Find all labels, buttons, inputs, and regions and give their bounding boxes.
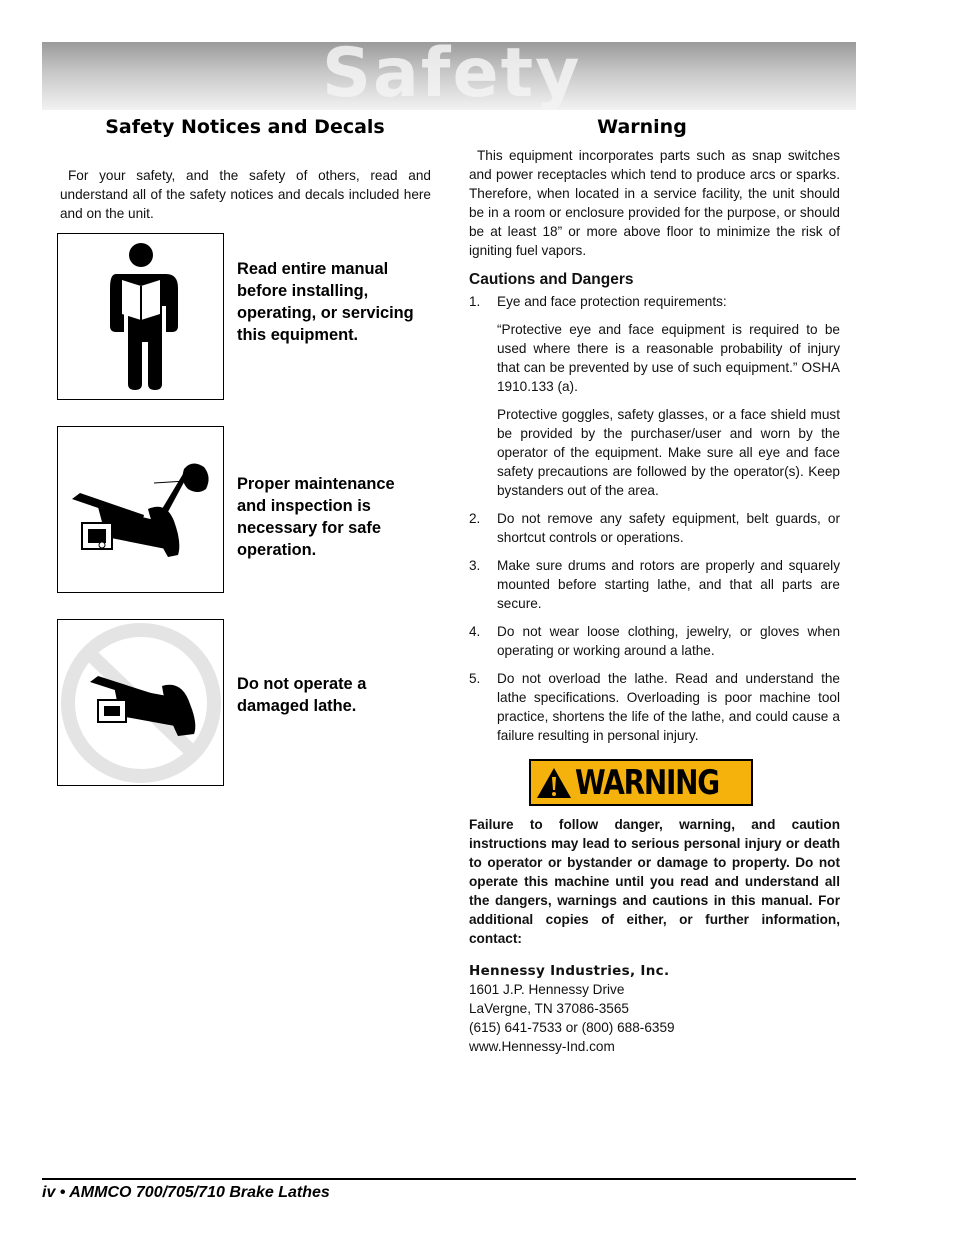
decal-maintenance	[57, 426, 224, 593]
do-not-operate-damaged-lathe-icon	[58, 620, 225, 787]
list-item: 4. Do not wear loose clothing, jewelry, or gloves when operating or working around a lathe.	[469, 624, 840, 658]
header-band	[42, 42, 856, 110]
safety-notices-intro: For your safety, and the safety of others, read and understand all of the safety notices and decals included here and on the unit.	[60, 168, 431, 221]
decal-read-manual-text: Read entire manual before installing, operating, or servicing this equipment.	[237, 260, 414, 344]
warning-sign-label: WARNING	[575, 763, 719, 803]
decal-do-not-operate	[57, 619, 224, 786]
company-phone: (615) 641-7533 or (800) 688-6359	[469, 1019, 675, 1035]
list-item-subparagraph: “Protective eye and face equipment is required to be used where there is a reasonable probability of injury that can be prevented by use of such equipment.” OSHA 1910.133 (a).	[497, 322, 840, 394]
list-item: 3. Make sure drums and rotors are properly and squarely mounted before starting lathe, and that all parts are secure.	[469, 558, 840, 611]
company-address-line2: LaVergne, TN 37086-3565	[469, 1000, 629, 1016]
company-website: www.Hennessy-Ind.com	[469, 1038, 615, 1054]
warning-intro: This equipment incorporates parts such as snap switches and power receptacles which tend to produce arcs or sparks. Therefore, when located in a service facility, the unit should be in a room or enclosure provided for the purpose, or should be at least 18” or more above floor to minimize the risk of igniting fuel vapors.	[469, 148, 840, 258]
list-item: 5. Do not overload the lathe. Read and understand the lathe specifications. Overloading is poor machine tool practice, shortens the life of the lathe, and could cause a failure resulting in personal injury.	[469, 671, 840, 743]
cautions-heading: Cautions and Dangers	[469, 271, 634, 288]
company-name: Hennessy Industries, Inc.	[469, 962, 670, 979]
person-reading-manual-icon	[58, 234, 225, 401]
warning-heading: Warning	[597, 116, 687, 138]
failure-warning-text: Failure to follow danger, warning, and caution instructions may lead to serious personal injury or death to operator or bystander or damage to property. Do not operate this machine until you read and understand all the dangers, warnings and cautions in this manual. For additional copies of either, or further information, contact:	[469, 817, 840, 946]
warning-triangle-icon	[535, 766, 573, 800]
page-title: Safety	[322, 42, 582, 110]
page-footer: iv • AMMCO 700/705/710 Brake Lathes	[42, 1184, 330, 1201]
footer-divider	[42, 1178, 856, 1180]
safety-notices-heading: Safety Notices and Decals	[105, 116, 385, 138]
decal-maintenance-text: Proper maintenance and inspection is necessary for safe operation.	[237, 475, 395, 559]
company-address-line1: 1601 J.P. Hennessy Drive	[469, 981, 625, 997]
decal-read-manual	[57, 233, 224, 400]
list-item: 1. Eye and face protection requirements:	[469, 294, 727, 309]
list-item: 2. Do not remove any safety equipment, belt guards, or shortcut controls or operations.	[469, 511, 840, 545]
decal-do-not-operate-text: Do not operate a damaged lathe.	[237, 675, 367, 715]
warning-column	[469, 116, 840, 1056]
warning-sign	[529, 759, 753, 806]
list-item-subparagraph: Protective goggles, safety glasses, or a face shield must be provided by the purchaser/user and worn by the operator of the equipment. Make sure all eye and face safety precautions are followed by the operator(s). Keep bystanders out of the area.	[497, 407, 840, 498]
lathe-maintenance-icon	[58, 427, 225, 594]
